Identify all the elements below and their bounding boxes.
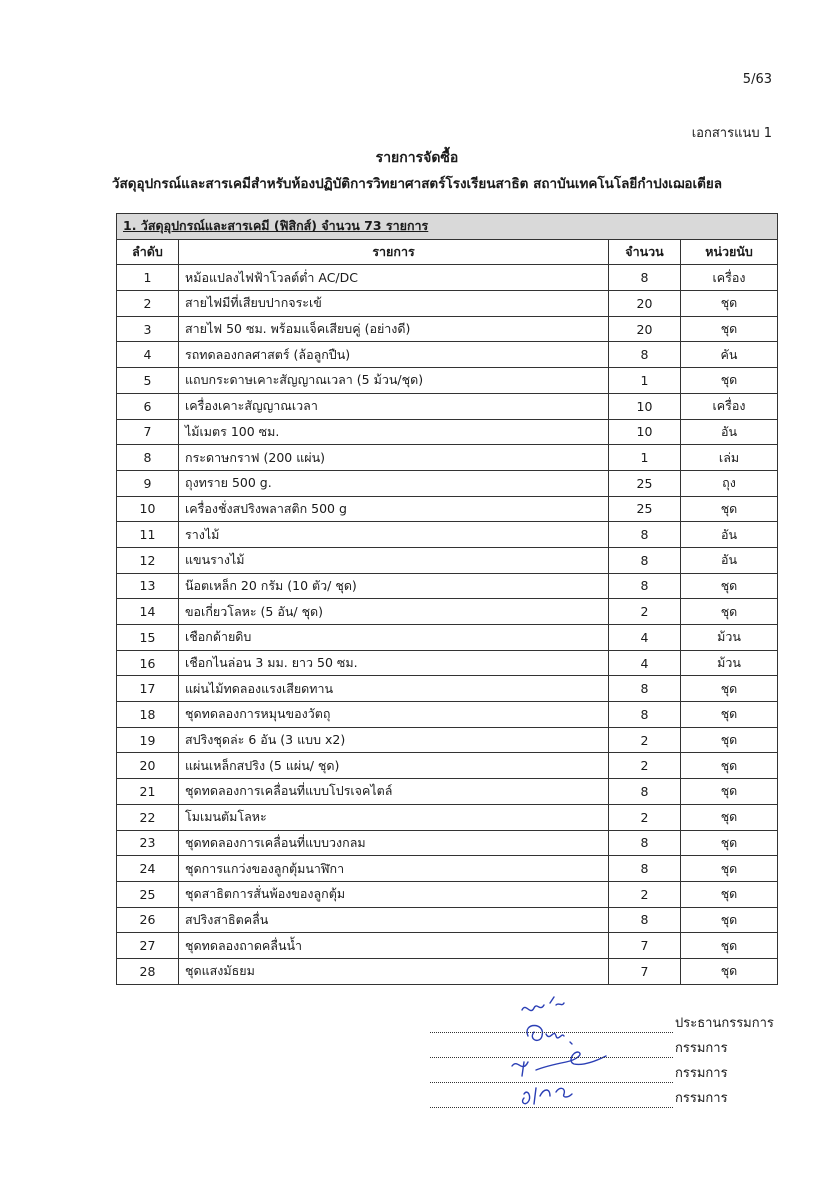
item-name: สปริงชุดล่ะ 6 อัน (3 แบบ x2) [179, 727, 609, 753]
item-quantity: 8 [609, 676, 681, 702]
item-quantity: 25 [609, 470, 681, 496]
table-row [117, 933, 778, 959]
item-unit: ชุด [681, 368, 778, 394]
item-quantity: 8 [609, 830, 681, 856]
table-row [117, 702, 778, 728]
item-unit: ชุด [681, 702, 778, 728]
row-number: 24 [117, 856, 179, 882]
document-subtitle: วัสดุอุปกรณ์และสารเคมีสำหรับห้องปฏิบัติการวิทยาศาสตร์โรงเรียนสาธิต สถาบันเทคโนโลยีกำปงเฌอเตียล [111, 176, 723, 192]
signature-dotted-line [430, 1043, 673, 1058]
item-unit: ชุด [681, 291, 778, 317]
item-name: เชือกด้ายดิบ [179, 625, 609, 651]
table-row [117, 573, 778, 599]
table-body [117, 265, 778, 984]
signature-line [430, 1008, 790, 1033]
item-unit: ม้วน [681, 625, 778, 651]
row-number: 11 [117, 522, 179, 548]
row-number: 27 [117, 933, 179, 959]
item-quantity: 8 [609, 265, 681, 291]
item-name: ชุดทดลองการเคลื่อนที่แบบโปรเจคไตล์ [179, 779, 609, 805]
item-name: รถทดลองกลศาสตร์ (ล้อลูกปืน) [179, 342, 609, 368]
row-number: 1 [117, 265, 179, 291]
row-number: 8 [117, 445, 179, 471]
item-unit: ชุด [681, 933, 778, 959]
table-row [117, 470, 778, 496]
row-number: 13 [117, 573, 179, 599]
row-number: 3 [117, 316, 179, 342]
table-row [117, 393, 778, 419]
table-row [117, 419, 778, 445]
item-unit: อัน [681, 522, 778, 548]
item-quantity: 4 [609, 650, 681, 676]
table-row [117, 291, 778, 317]
item-quantity: 2 [609, 753, 681, 779]
item-unit: เครื่อง [681, 393, 778, 419]
signature-dotted-line [430, 1093, 673, 1108]
table-row [117, 445, 778, 471]
row-number: 15 [117, 625, 179, 651]
item-name: น๊อตเหล็ก 20 กรัม (10 ตัว/ ชุด) [179, 573, 609, 599]
item-unit: ชุด [681, 316, 778, 342]
signature-role: กรรมการ [675, 1066, 728, 1081]
item-quantity: 1 [609, 445, 681, 471]
item-name: รางไม้ [179, 522, 609, 548]
item-name: สายไฟ 50 ซม. พร้อมแจ็คเสียบคู่ (อย่างดี) [179, 316, 609, 342]
column-header-no: ลำดับ [117, 239, 179, 265]
table-header-row [117, 239, 778, 265]
item-unit: อัน [681, 419, 778, 445]
item-unit: ชุด [681, 727, 778, 753]
item-unit: คัน [681, 342, 778, 368]
table-row [117, 907, 778, 933]
table-row [117, 856, 778, 882]
item-unit: ชุด [681, 496, 778, 522]
item-unit: ชุด [681, 753, 778, 779]
item-unit: ม้วน [681, 650, 778, 676]
document-title: รายการจัดซื้อ [375, 150, 459, 166]
item-quantity: 8 [609, 779, 681, 805]
table-row [117, 881, 778, 907]
signature-dotted-line [430, 1018, 673, 1033]
item-quantity: 4 [609, 625, 681, 651]
table-row [117, 368, 778, 394]
item-unit: ชุด [681, 958, 778, 984]
item-quantity: 8 [609, 907, 681, 933]
item-quantity: 20 [609, 316, 681, 342]
item-name: เครื่องเคาะสัญญาณเวลา [179, 393, 609, 419]
item-unit: ชุด [681, 856, 778, 882]
item-unit: ชุด [681, 881, 778, 907]
item-quantity: 8 [609, 573, 681, 599]
item-name: เครื่องชั่งสปริงพลาสติก 500 g [179, 496, 609, 522]
item-name: ถุงทราย 500 g. [179, 470, 609, 496]
row-number: 5 [117, 368, 179, 394]
items-table [116, 213, 778, 985]
table-row [117, 316, 778, 342]
attachment-label: เอกสารแนบ 1 [691, 126, 772, 141]
table-row [117, 753, 778, 779]
item-quantity: 8 [609, 522, 681, 548]
item-unit: อัน [681, 547, 778, 573]
row-number: 23 [117, 830, 179, 856]
item-name: หม้อแปลงไฟฟ้าโวลต์ต่ำ AC/DC [179, 265, 609, 291]
signature-line [430, 1083, 790, 1108]
table-row [117, 804, 778, 830]
item-name: เชือกไนล่อน 3 มม. ยาว 50 ซม. [179, 650, 609, 676]
item-name: ขอเกี่ยวโลหะ (5 อัน/ ชุด) [179, 599, 609, 625]
item-name: ไม้เมตร 100 ซม. [179, 419, 609, 445]
row-number: 9 [117, 470, 179, 496]
item-name: โมเมนตัมโลหะ [179, 804, 609, 830]
item-quantity: 2 [609, 804, 681, 830]
row-number: 12 [117, 547, 179, 573]
column-header-name: รายการ [179, 239, 609, 265]
row-number: 7 [117, 419, 179, 445]
table-row [117, 727, 778, 753]
table-row [117, 625, 778, 651]
item-name: แขนรางไม้ [179, 547, 609, 573]
item-unit: ชุด [681, 830, 778, 856]
row-number: 6 [117, 393, 179, 419]
item-name: ชุดทดลองถาดคลื่นน้ำ [179, 933, 609, 959]
table-row [117, 342, 778, 368]
row-number: 22 [117, 804, 179, 830]
table-row [117, 830, 778, 856]
item-name: แถบกระดาษเคาะสัญญาณเวลา (5 ม้วน/ชุด) [179, 368, 609, 394]
item-name: ชุดการแกว่งของลูกตุ้มนาฬิกา [179, 856, 609, 882]
item-name: ชุดทดลองการหมุนของวัตถุ [179, 702, 609, 728]
item-quantity: 2 [609, 881, 681, 907]
item-quantity: 25 [609, 496, 681, 522]
row-number: 14 [117, 599, 179, 625]
item-name: กระดาษกราฟ (200 แผ่น) [179, 445, 609, 471]
table-row [117, 522, 778, 548]
item-quantity: 7 [609, 933, 681, 959]
item-quantity: 10 [609, 393, 681, 419]
item-quantity: 8 [609, 856, 681, 882]
row-number: 18 [117, 702, 179, 728]
item-unit: ชุด [681, 573, 778, 599]
item-unit: ชุด [681, 779, 778, 805]
row-number: 26 [117, 907, 179, 933]
item-name: ชุดสาธิตการสั่นพ้องของลูกตุ้ม [179, 881, 609, 907]
row-number: 19 [117, 727, 179, 753]
item-quantity: 1 [609, 368, 681, 394]
page-number: 5/63 [742, 72, 772, 87]
row-number: 4 [117, 342, 179, 368]
item-name: แผ่นไม้ทดลองแรงเสียดทาน [179, 676, 609, 702]
signature-role: กรรมการ [675, 1041, 728, 1056]
item-unit: เครื่อง [681, 265, 778, 291]
signature-line [430, 1058, 790, 1083]
row-number: 2 [117, 291, 179, 317]
signature-dotted-line [430, 1068, 673, 1083]
item-name: ชุดแสงมัธยม [179, 958, 609, 984]
section-title: 1. วัสดุอุปกรณ์และสารเคมี (ฟิสิกส์) จำนวน 73 รายการ [117, 214, 778, 240]
column-header-qty: จำนวน [609, 239, 681, 265]
table-row [117, 958, 778, 984]
item-quantity: 8 [609, 547, 681, 573]
item-unit: เล่ม [681, 445, 778, 471]
table-row [117, 779, 778, 805]
item-unit: ชุด [681, 676, 778, 702]
table-row [117, 650, 778, 676]
signature-line [430, 1033, 790, 1058]
column-header-unit: หน่วยนับ [681, 239, 778, 265]
table-row [117, 676, 778, 702]
table-row [117, 599, 778, 625]
signature-block [430, 1008, 790, 1108]
item-name: สายไฟมีที่เสียบปากจระเข้ [179, 291, 609, 317]
signature-role: ประธานกรรมการ [675, 1016, 774, 1031]
table-row [117, 547, 778, 573]
row-number: 21 [117, 779, 179, 805]
signature-role: กรรมการ [675, 1091, 728, 1106]
item-name: แผ่นเหล็กสปริง (5 แผ่น/ ชุด) [179, 753, 609, 779]
item-name: ชุดทดลองการเคลื่อนที่แบบวงกลม [179, 830, 609, 856]
row-number: 28 [117, 958, 179, 984]
item-quantity: 7 [609, 958, 681, 984]
table-row [117, 265, 778, 291]
row-number: 25 [117, 881, 179, 907]
row-number: 16 [117, 650, 179, 676]
item-quantity: 8 [609, 342, 681, 368]
item-quantity: 8 [609, 702, 681, 728]
item-unit: ชุด [681, 599, 778, 625]
item-unit: ชุด [681, 907, 778, 933]
row-number: 10 [117, 496, 179, 522]
item-unit: ถุง [681, 470, 778, 496]
row-number: 20 [117, 753, 179, 779]
item-quantity: 2 [609, 727, 681, 753]
item-quantity: 10 [609, 419, 681, 445]
item-unit: ชุด [681, 804, 778, 830]
item-quantity: 20 [609, 291, 681, 317]
item-quantity: 2 [609, 599, 681, 625]
table-row [117, 496, 778, 522]
row-number: 17 [117, 676, 179, 702]
item-name: สปริงสาธิตคลื่น [179, 907, 609, 933]
